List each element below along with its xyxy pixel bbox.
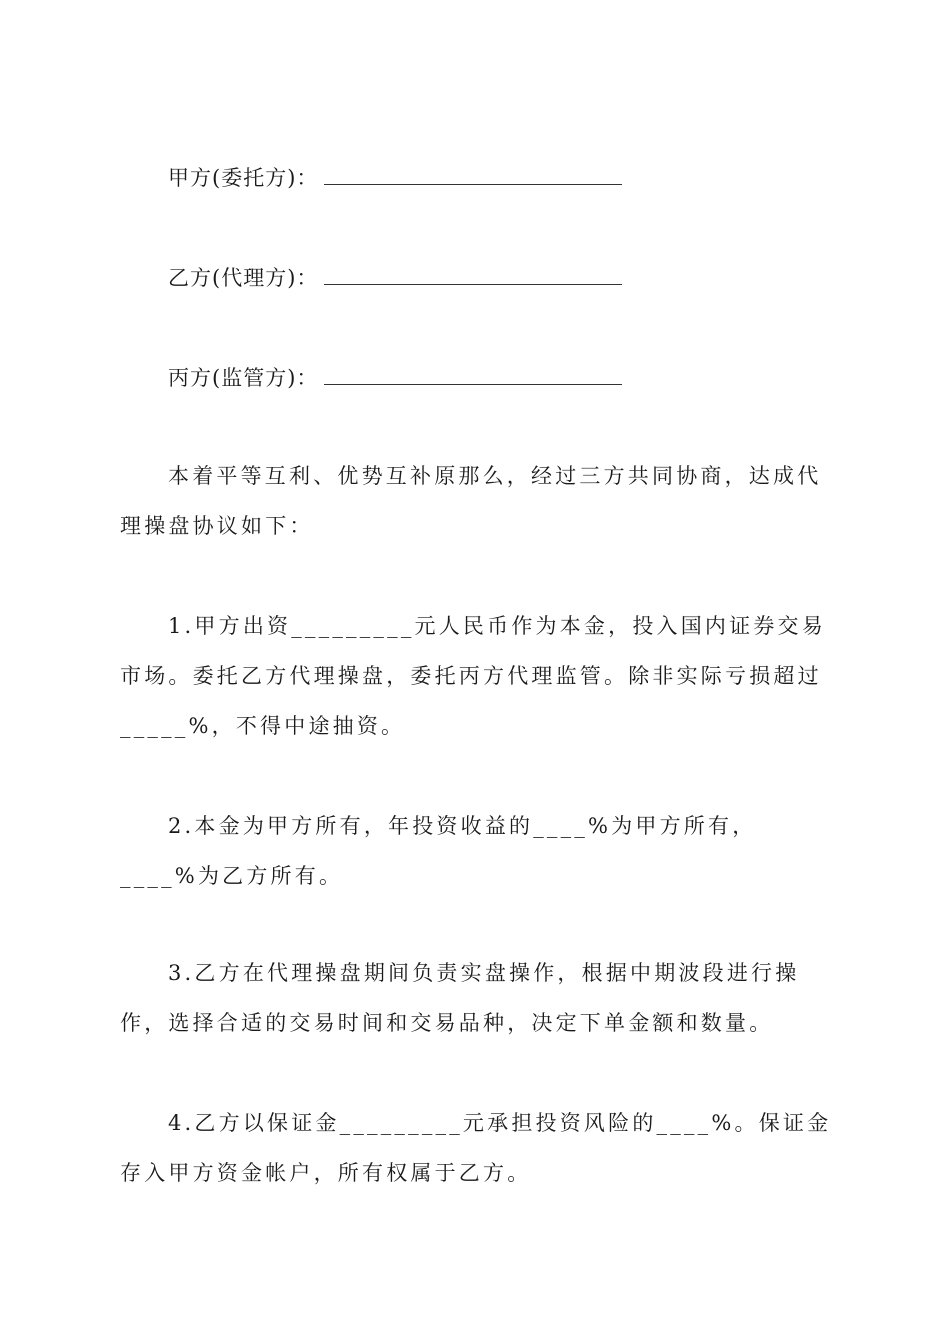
clause-1-text: 1.甲方出资_________元人民币作为本金，投入国内证券交易市场。委托乙方代理操盘，委托丙方代理监管。除非实际亏损超过_____%，不得中途抽资。 [120,614,826,738]
party-c-label: 丙方(监管方)： [168,366,319,390]
intro-text: 本着平等互利、优势互补原那么，经过三方共同协商，达成代理操盘协议如下： [120,464,822,538]
party-a-label: 甲方(委托方)： [168,166,319,190]
intro-paragraph [120,451,832,551]
clause-2-text: 2.本金为甲方所有，年投资收益的____%为甲方所有，____%为乙方所有。 [120,814,757,888]
party-a-blank [324,164,622,185]
party-b-line [168,263,622,293]
clause-1 [120,601,832,751]
clause-3 [120,948,832,1048]
party-b-blank [324,264,622,285]
clause-2 [120,801,832,901]
party-c-blank [324,364,622,385]
party-b-label: 乙方(代理方)： [168,266,319,290]
clause-3-text: 3.乙方在代理操盘期间负责实盘操作，根据中期波段进行操作，选择合适的交易时间和交易品种，决定下单金额和数量。 [120,961,800,1035]
clause-4 [120,1098,832,1198]
party-a-line [168,163,622,193]
clause-4-text: 4.乙方以保证金_________元承担投资风险的____%。保证金存入甲方资金帐户，所有权属于乙方。 [120,1111,832,1185]
party-c-line [168,363,622,393]
